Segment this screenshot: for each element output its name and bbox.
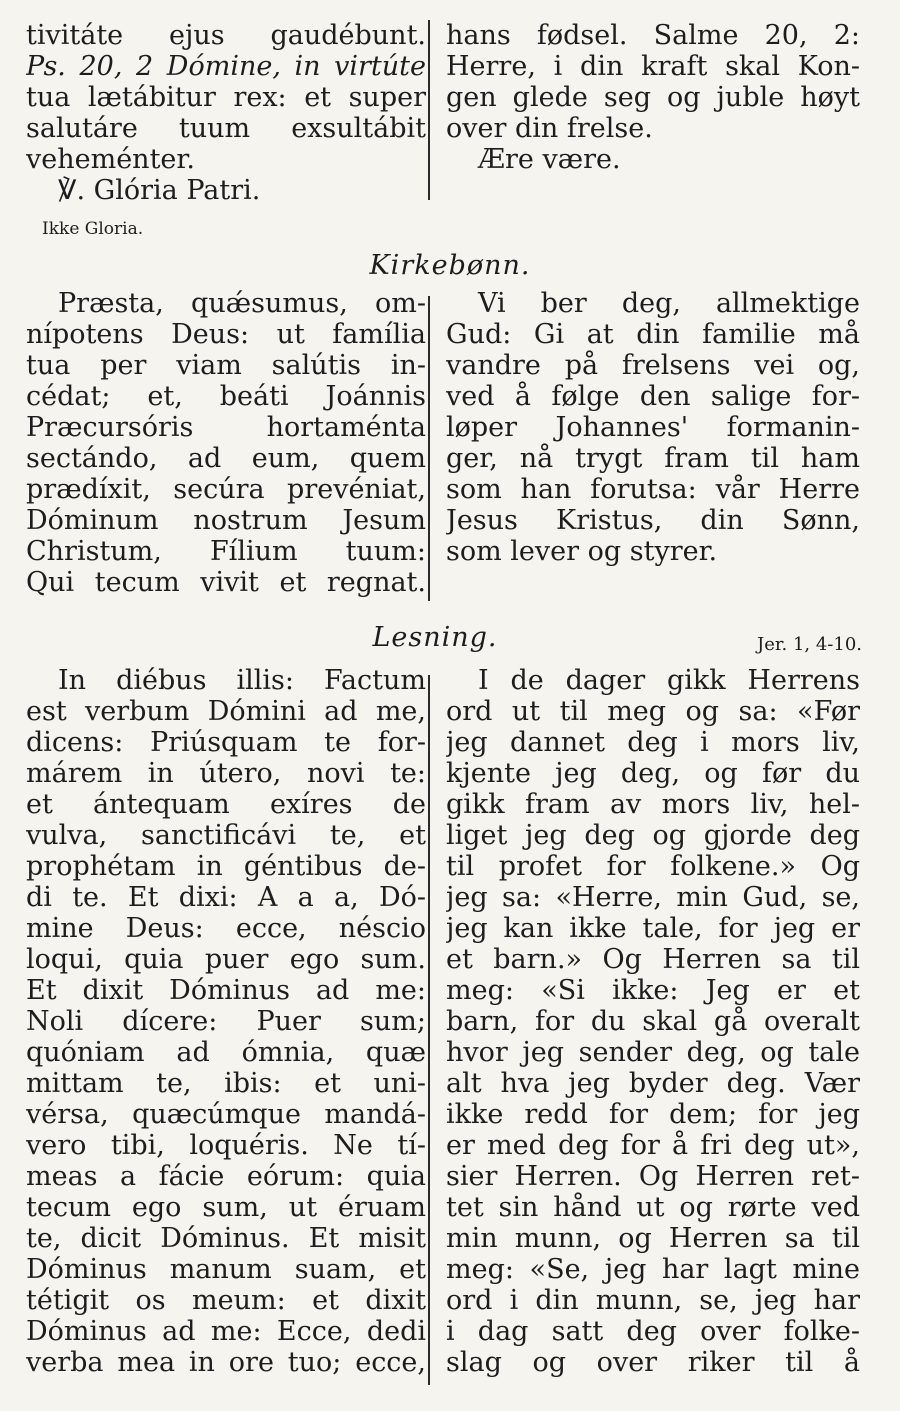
- norwegian-line: barn, for du skal gå overalt: [446, 1006, 860, 1037]
- latin-line: Christum, Fílium tuum:: [26, 536, 426, 567]
- norwegian-line: over din frelse.: [446, 113, 653, 144]
- norwegian-line: liget jeg deg og gjorde deg: [446, 820, 860, 851]
- norwegian-line: som han forutsa: vår Herre: [446, 474, 860, 505]
- latin-line: Præsta, quǽsumus, om-: [58, 288, 426, 319]
- column-divider: [428, 675, 430, 1385]
- norwegian-line: jeg dannet deg i mors liv,: [446, 727, 860, 758]
- latin-line: ℣. Glória Patri.: [58, 175, 261, 206]
- latin-line: quóniam ad ómnia, quæ: [26, 1037, 426, 1068]
- latin-line: tua lætábitur rex: et super: [26, 82, 426, 113]
- column-divider: [428, 20, 430, 200]
- latin-line: vero tibi, loquéris. Ne tí-: [26, 1130, 426, 1161]
- latin-line: est verbum Dómini ad me,: [26, 696, 426, 727]
- latin-line: loqui, quia puer ego sum.: [26, 944, 426, 975]
- latin-line: Præcursóris hortaménta: [26, 412, 426, 443]
- latin-line: salutáre tuum exsultábit: [26, 113, 426, 144]
- norwegian-line: hans fødsel. Salme 20, 2:: [446, 20, 860, 51]
- latin-line: Dóminum nostrum Jesum: [26, 505, 426, 536]
- norwegian-line: sier Herren. Og Herren ret-: [446, 1161, 860, 1192]
- norwegian-line: min munn, og Herren sa til: [446, 1223, 860, 1254]
- norwegian-line: ikke redd for dem; for jeg: [446, 1099, 860, 1130]
- latin-line: mittam te, ibis: et uni-: [26, 1068, 426, 1099]
- latin-line: In diébus illis: Factum: [58, 665, 426, 696]
- latin-line: tivitáte ejus gaudébunt.: [26, 20, 426, 51]
- latin-line: Dóminus manum suam, et: [26, 1254, 426, 1285]
- top-latin-column: [26, 20, 426, 206]
- norwegian-line: jeg kan ikke tale, for jeg er: [446, 913, 860, 944]
- norwegian-line: Herre, i din kraft skal Kon-: [446, 51, 860, 82]
- norwegian-line: vandre på frelsens vei og,: [446, 350, 860, 381]
- latin-line: Qui tecum vivit et regnat.: [26, 567, 426, 598]
- norwegian-line: I de dager gikk Herrens: [478, 665, 860, 696]
- latin-line: cédat; et, beáti Joánnis: [26, 381, 426, 412]
- reading-latin-column: [26, 665, 426, 1378]
- norwegian-line: ord i din munn, se, jeg har: [446, 1285, 860, 1316]
- norwegian-line: jeg sa: «Herre, min Gud, se,: [446, 882, 860, 913]
- norwegian-line: meg: «Se, jeg har lagt mine: [446, 1254, 860, 1285]
- latin-line: tecum ego sum, ut éruam: [26, 1192, 426, 1223]
- scripture-reference: Jer. 1, 4-10.: [757, 634, 862, 655]
- latin-line: veheménter.: [26, 144, 195, 175]
- norwegian-line: tet sin hånd ut og rørte ved: [446, 1192, 860, 1223]
- latin-line: verba mea in ore tuo; ecce,: [26, 1347, 426, 1378]
- norwegian-line: løper Johannes' formanin-: [446, 412, 860, 443]
- collect-latin-column: [26, 288, 426, 598]
- norwegian-line: Vi ber deg, allmektige: [478, 288, 860, 319]
- latin-line: te, dicit Dóminus. Et misit: [26, 1223, 426, 1254]
- norwegian-line: kjente jeg deg, og før du: [446, 758, 860, 789]
- norwegian-line: et barn.» Og Herren sa til: [446, 944, 860, 975]
- norwegian-line: er med deg for å fri deg ut»,: [446, 1130, 860, 1161]
- latin-line: tétigit os meum: et dixit: [26, 1285, 426, 1316]
- latin-line: Ps. 20, 2 Dómine, in virtúte: [26, 51, 426, 82]
- norwegian-line: gikk fram av mors liv, hel-: [446, 789, 860, 820]
- latin-line: vulva, sanctificávi te, et: [26, 820, 426, 851]
- reading-heading: Lesning.: [372, 622, 498, 653]
- rubric-note: Ikke Gloria.: [42, 219, 144, 239]
- norwegian-line: i dag satt deg over folke-: [446, 1316, 860, 1347]
- norwegian-line: hvor jeg sender deg, og tale: [446, 1037, 860, 1068]
- latin-line: mine Deus: ecce, néscio: [26, 913, 426, 944]
- norwegian-line: til profet for folkene.» Og: [446, 851, 860, 882]
- latin-line: tua per viam salútis in-: [26, 350, 426, 381]
- latin-line: vérsa, quæcúmque mandá-: [26, 1099, 426, 1130]
- norwegian-line: ord ut til meg og sa: «Før: [446, 696, 860, 727]
- latin-line: Noli dícere: Puer sum;: [26, 1006, 426, 1037]
- latin-line: prophétam in géntibus de-: [26, 851, 426, 882]
- latin-line: Dóminus ad me: Ecce, dedi: [26, 1316, 426, 1347]
- latin-line: dicens: Priúsquam te for-: [26, 727, 426, 758]
- norwegian-line: Gud: Gi at din familie må: [446, 319, 860, 350]
- norwegian-line: alt hva jeg byder deg. Vær: [446, 1068, 860, 1099]
- column-divider: [428, 296, 430, 601]
- norwegian-line: slag og over riker til å: [446, 1347, 860, 1378]
- collect-norwegian-column: [446, 288, 860, 567]
- norwegian-line: ved å følge den salige for-: [446, 381, 860, 412]
- latin-line: et ántequam exíres de: [26, 789, 426, 820]
- norwegian-line: gen glede seg og juble høyt: [446, 82, 860, 113]
- top-norwegian-column: [446, 20, 860, 175]
- latin-line: di te. Et dixi: A a a, Dó-: [26, 882, 426, 913]
- norwegian-line: som lever og styrer.: [446, 536, 718, 567]
- collect-heading: Kirkebønn.: [369, 250, 531, 281]
- norwegian-line: ger, nå trygt fram til ham: [446, 443, 860, 474]
- latin-line: sectándo, ad eum, quem: [26, 443, 426, 474]
- latin-line: márem in útero, novi te:: [26, 758, 426, 789]
- norwegian-line: Jesus Kristus, din Sønn,: [446, 505, 860, 536]
- norwegian-line: Ære være.: [478, 144, 621, 175]
- latin-line: nípotens Deus: ut família: [26, 319, 426, 350]
- norwegian-line: meg: «Si ikke: Jeg er et: [446, 975, 860, 1006]
- latin-line: prædíxit, secúra prevéniat,: [26, 474, 426, 505]
- reading-norwegian-column: [446, 665, 860, 1378]
- latin-line: meas a fácie eórum: quia: [26, 1161, 426, 1192]
- latin-line: Et dixit Dóminus ad me:: [26, 975, 426, 1006]
